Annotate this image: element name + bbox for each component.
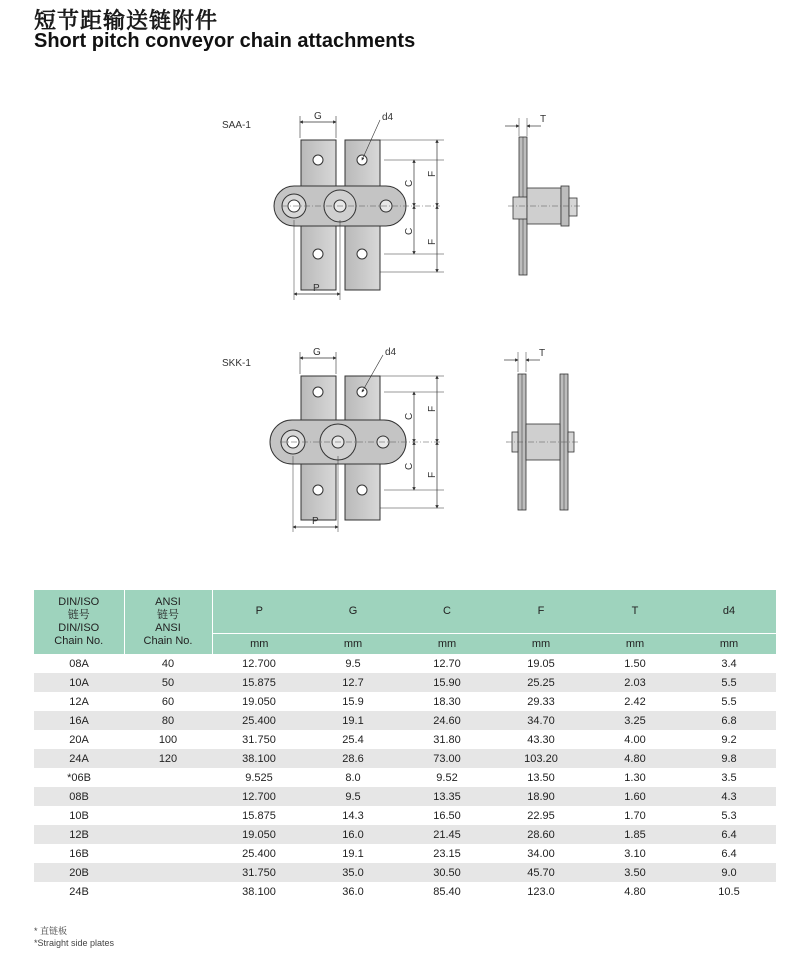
table-cell: 08A [34,654,124,673]
table-cell: 31.80 [400,730,494,749]
table-row [34,654,776,673]
table-cell: 18.90 [494,787,588,806]
table-row [34,863,776,882]
table-cell: 45.70 [494,863,588,882]
table-cell: 6.4 [682,825,776,844]
table-cell: 3.25 [588,711,682,730]
table-cell: 12A [34,692,124,711]
table-cell: 16.0 [306,825,400,844]
table-cell: 34.70 [494,711,588,730]
table-cell: 36.0 [306,882,400,901]
table-cell: 38.100 [212,749,306,768]
table-cell: 21.45 [400,825,494,844]
skk-t-label: T [539,348,546,359]
table-cell: 9.52 [400,768,494,787]
table-cell: 19.1 [306,711,400,730]
table-cell: 50 [124,673,212,692]
table-row [34,749,776,768]
saa-c1-label: C [404,179,415,187]
table-cell: 13.50 [494,768,588,787]
table-cell: 4.00 [588,730,682,749]
table-cell: 28.60 [494,825,588,844]
table-cell: 18.30 [400,692,494,711]
saa-g-label: G [314,111,322,122]
table-cell: 35.0 [306,863,400,882]
header-p: P [212,590,306,634]
header-g: G [306,590,400,634]
table-row [34,787,776,806]
table-cell: 14.3 [306,806,400,825]
table-row [34,711,776,730]
table-cell: 20A [34,730,124,749]
table-cell [124,825,212,844]
skk-front-view [222,347,444,532]
table-cell: 4.80 [588,749,682,768]
table-cell: 29.33 [494,692,588,711]
table-cell: 25.400 [212,844,306,863]
table-cell: 1.60 [588,787,682,806]
saa-p-label: P [313,283,320,294]
table-cell: 6.4 [682,844,776,863]
table-cell: 9.5 [306,654,400,673]
table-cell: 38.100 [212,882,306,901]
table-cell [124,844,212,863]
table-cell: 103.20 [494,749,588,768]
unit-c: mm [400,634,494,655]
table-cell [124,768,212,787]
unit-g: mm [306,634,400,655]
table-cell: 19.1 [306,844,400,863]
footnotes [34,925,114,949]
table-cell: 25.4 [306,730,400,749]
skk-c1-label: C [404,412,415,420]
saa-f1-label: F [427,170,438,177]
header-f: F [494,590,588,634]
table-row [34,692,776,711]
table-cell: 9.0 [682,863,776,882]
title-chinese: 短节距输送链附件 [34,9,219,34]
table-cell: *06B [34,768,124,787]
table-cell: 30.50 [400,863,494,882]
spec-table [34,590,776,901]
table-cell: 25.400 [212,711,306,730]
saa-c2-label: C [404,227,415,235]
unit-d4: mm [682,634,776,655]
table-cell: 1.50 [588,654,682,673]
table-cell: 4.3 [682,787,776,806]
table-cell: 123.0 [494,882,588,901]
table-cell: 2.42 [588,692,682,711]
table-cell: 16A [34,711,124,730]
table-cell: 8.0 [306,768,400,787]
skk-label: SKK-1 [222,358,251,369]
table-cell: 40 [124,654,212,673]
skk-p-label: P [312,516,319,527]
saa-f2-label: F [427,238,438,245]
skk-f1-label: F [427,405,438,412]
table-cell: 15.875 [212,673,306,692]
table-cell: 60 [124,692,212,711]
table-cell: 19.05 [494,654,588,673]
table-row [34,673,776,692]
table-cell: 9.5 [306,787,400,806]
table-row [34,844,776,863]
table-cell: 24B [34,882,124,901]
saa-t-label: T [540,114,547,125]
header-ansi: ANSI 链号 ANSI Chain No. [124,590,212,654]
table-cell: 1.30 [588,768,682,787]
table-cell: 19.050 [212,825,306,844]
table-cell: 24A [34,749,124,768]
saa-front-view [222,111,444,300]
table-cell: 31.750 [212,730,306,749]
unit-f: mm [494,634,588,655]
table-cell: 80 [124,711,212,730]
table-cell: 3.4 [682,654,776,673]
saa-d4-label: d4 [382,112,394,123]
table-cell: 10.5 [682,882,776,901]
footnote-en: *Straight side plates [34,938,115,948]
table-row [34,882,776,901]
table-cell: 4.80 [588,882,682,901]
header-d4: d4 [682,590,776,634]
table-cell: 16.50 [400,806,494,825]
table-row [34,768,776,787]
skk-f2-label: F [427,471,438,478]
table-header-row [34,590,776,634]
table-cell: 3.10 [588,844,682,863]
skk-c2-label: C [404,462,415,470]
table-row [34,806,776,825]
table-cell: 6.8 [682,711,776,730]
saa-label: SAA-1 [222,120,251,131]
table-row [34,825,776,844]
title-english: Short pitch conveyor chain attachments [34,30,416,52]
table-cell [124,787,212,806]
table-cell: 5.5 [682,692,776,711]
table-cell: 24.60 [400,711,494,730]
table-cell: 43.30 [494,730,588,749]
table-cell: 10A [34,673,124,692]
table-cell: 2.03 [588,673,682,692]
table-cell: 25.25 [494,673,588,692]
table-cell: 1.70 [588,806,682,825]
table-cell: 5.5 [682,673,776,692]
table-cell: 20B [34,863,124,882]
table-cell: 34.00 [494,844,588,863]
unit-t: mm [588,634,682,655]
skk-g-label: G [313,347,321,358]
footnote-cn: * 直链板 [34,926,68,936]
table-cell: 120 [124,749,212,768]
table-cell: 3.5 [682,768,776,787]
table-cell: 22.95 [494,806,588,825]
table-cell: 15.9 [306,692,400,711]
table-cell: 12.70 [400,654,494,673]
unit-p: mm [212,634,306,655]
table-cell: 12.700 [212,654,306,673]
table-cell [124,863,212,882]
table-cell: 31.750 [212,863,306,882]
table-cell: 9.2 [682,730,776,749]
table-cell: 9.8 [682,749,776,768]
header-t: T [588,590,682,634]
table-cell: 10B [34,806,124,825]
table-cell [124,806,212,825]
table-cell: 19.050 [212,692,306,711]
saa-side-view [505,114,582,275]
table-cell [124,882,212,901]
table-cell: 85.40 [400,882,494,901]
table-cell: 5.3 [682,806,776,825]
table-cell: 73.00 [400,749,494,768]
table-cell: 08B [34,787,124,806]
table-cell: 9.525 [212,768,306,787]
table-cell: 15.90 [400,673,494,692]
table-cell: 100 [124,730,212,749]
table-cell: 16B [34,844,124,863]
header-c: C [400,590,494,634]
header-din-iso: DIN/ISO 链号 DIN/ISO Chain No. [34,590,124,654]
table-cell: 28.6 [306,749,400,768]
table-row [34,730,776,749]
skk-side-view [504,348,580,510]
table-cell: 13.35 [400,787,494,806]
table-cell: 15.875 [212,806,306,825]
table-cell: 12.7 [306,673,400,692]
table-cell: 1.85 [588,825,682,844]
table-cell: 23.15 [400,844,494,863]
table-cell: 3.50 [588,863,682,882]
skk-d4-label: d4 [385,347,397,358]
table-cell: 12.700 [212,787,306,806]
table-cell: 12B [34,825,124,844]
